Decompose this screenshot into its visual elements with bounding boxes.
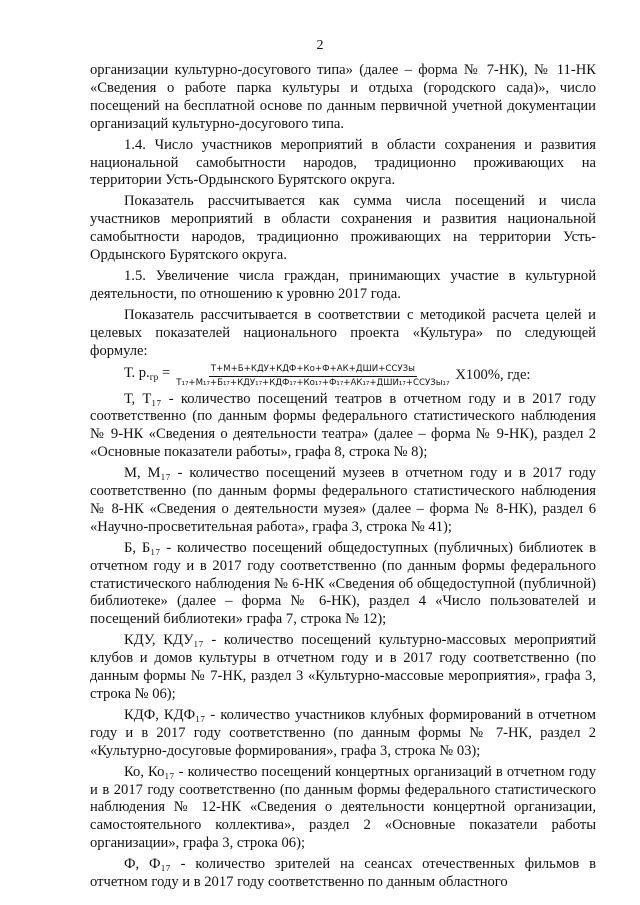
formula-rhs: Х100%, где: (455, 367, 531, 384)
document-body (90, 62, 596, 895)
definition-museums: М, М₁₇ - количество посещений музеев в отчетном году и в 2017 году соответственно (по данным формы федерального статистического наблюдения № 8-НК «Сведения о деятельности музея» (далее – форма № 8-НК), раздел 6 «Научно-просветительная работа», графа 3, строка № 41); (90, 465, 596, 535)
formula-denominator: Т₁₇+М₁₇+Б₁₇+КДУ₁₇+КДФ₁₇+Ко₁₇+Ф₁₇+АК₁₇+ДШИ₁₇+ССУЗы₁₇ (176, 377, 450, 388)
definition-club-formations: КДФ, КДФ₁₇ - количество участников клубных формирований в отчетном году и в 2017 году соответственно (по данным формы № 7-НК, раздел 2 «Культурно-досуговые формирования», графа 3, строка № 03); (90, 706, 596, 759)
page-number: 2 (316, 38, 324, 53)
formula-fraction (174, 364, 451, 389)
formula-lhs-symbol: Т. р. (124, 364, 150, 381)
definition-concert-organizations: Ко, Ко₁₇ - количество посещений концертных организаций в отчетном году и в 2017 году соответственно (по данным формы федерального статистического наблюдения № 12-НК «Сведения о деятельности концертной организации, самостоятельного коллектива», раздел 2 «Основные показатели работы организации», графа 3, строка 06); (90, 763, 596, 852)
paragraph-indicator-calc-1-4: Показатель рассчитывается как сумма числа посещений и числа участников мероприятий в области сохранения и развития национальной самобытности народов, традиционно проживающих на территории Усть-Ордынского Бурятского округа. (90, 193, 596, 264)
definition-film-viewers: Ф, Ф₁₇ - количество зрителей на сеансах отечественных фильмов в отчетном году и в 2017 году соответственно по данным областного (90, 856, 596, 891)
formula-numerator: Т+М+Б+КДУ+КДФ+Ко+Ф+АК+ДШИ+ССУЗы (209, 364, 417, 377)
definition-theatres: Т, Т₁₇ - количество посещений театров в отчетном году и в 2017 году соответственно (по данным формы федерального статистического наблюдения № 9-НК «Сведения о деятельности театра» (далее – форма № 9-НК), раздел 2 «Основные показатели работы», графа 8, строка № 8); (90, 390, 596, 461)
definition-cultural-events: КДУ, КДУ₁₇ - количество посещений культурно-массовых мероприятий клубов и домов культуры в отчетном году и в 2017 году соответственно (по данным формы № 7-НК, раздел 3 «Культурно-массовые мероприятия», графа 3, строка № 06); (90, 632, 596, 702)
definition-libraries: Б, Б₁₇ - количество посещений общедоступных (публичных) библиотек в отчетном году и в 2017 году соответственно (по данным формы федерального статистического наблюдения № 6-НК «Сведения об общедоступной (публичной) библиотеке» (далее – форма № 6-НК), раздел 4 «Число пользователей и посещений библиотеки» графа 7, строка № 12); (90, 539, 596, 628)
formula-lhs (124, 365, 170, 388)
paragraph-section-1-4: 1.4. Число участников мероприятий в области сохранения и развития национальной самобытности народов, традиционно проживающих на территории Усть-Ордынского Бурятского округа. (90, 136, 596, 189)
formula-equals: = (158, 364, 171, 381)
paragraph-indicator-calc-1-5: Показатель рассчитывается в соответствии с методикой расчета целей и целевых показателей национального проекта «Культура» по следующей формуле: (90, 306, 596, 359)
paragraph-section-1-5: 1.5. Увеличение числа граждан, принимающих участие в культурной деятельности, по отношению к уровню 2017 года. (90, 267, 596, 302)
formula-lhs-subscript: гр (149, 372, 159, 383)
growth-rate-formula (90, 364, 596, 389)
paragraph-continuation: организации культурно-досугового типа» (далее – форма № 7-НК), № 11-НК «Сведения о работе парка культуры и отдыха (городского сада)», число посещений на бесплатной основе по данным первичной учетной документации организаций культурно-досугового типа. (90, 62, 596, 132)
